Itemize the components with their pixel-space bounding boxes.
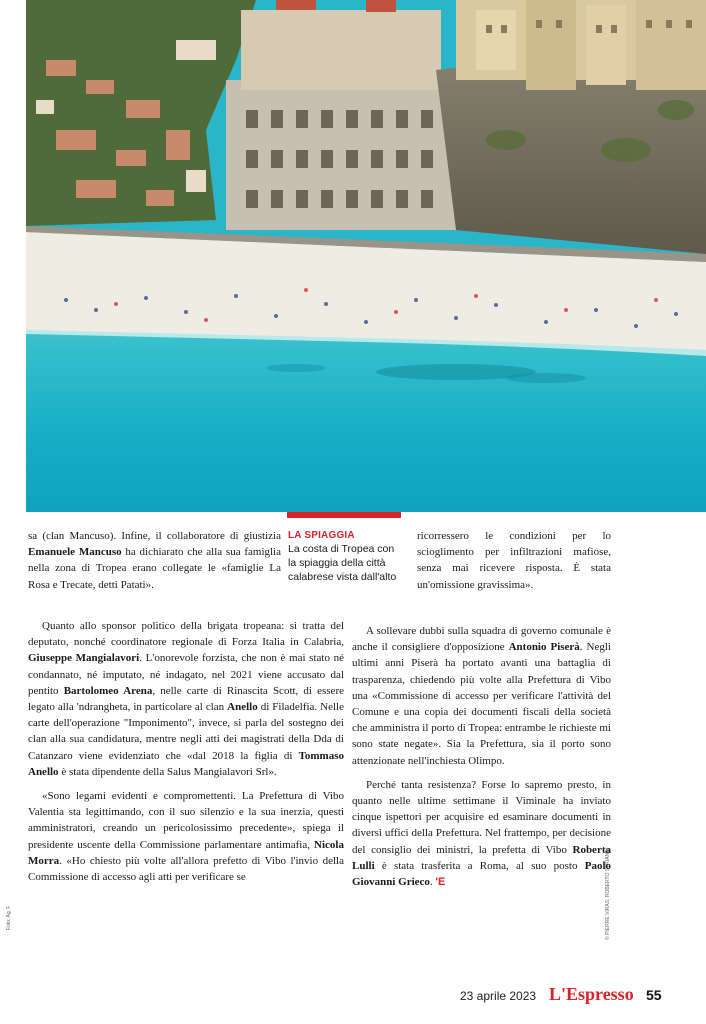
text-run: «Sono legami evidenti e compromettenti. La Prefettura di Vibo Valentia sta legittimando, con il suo silenzio e la sua inerzia, questi amministratori, creando un pericolosissimo precedente», spiega il presidente uscente della Commissione parlamentare antimafia,: [28, 790, 344, 851]
text-run: Perché tanta resistenza? Forse lo sapremo presto, in quanto nelle ultime settimane il Viminale ha inviato cinque ispettori per acquisire ed esaminare documenti in diversi uffici della Prefettura. Nel frattempo, per decisione del consiglio dei ministri, la prefetta di Vibo: [352, 778, 611, 856]
paragraph: [28, 788, 344, 885]
text-run: .: [429, 876, 433, 889]
person-name: Paolo Giovanni Grieco: [352, 859, 611, 889]
text-run: . «Ho chiesto più volte all'allora prefetto di Vibo l'invio della Commissione di accesso agli atti per verificare se: [28, 854, 344, 884]
page-footer: [0, 984, 706, 1008]
end-of-article-mark: 'E: [435, 876, 446, 889]
page-number: 55: [646, 987, 662, 1003]
text-run: A sollevare dubbi sulla squadra di governo comunale è anche il consigliere d'opposizione: [352, 625, 611, 654]
text-run: . L'onorevole forzista, che non è mai stato né condannato, né imputato, né indagato, nel 2021 viene accusato dal pentito: [28, 652, 345, 697]
caption-text: La costa di Tropea con la spiaggia della città calabrese vista dall'alto: [288, 543, 397, 583]
aerial-coast-illustration: [26, 0, 706, 512]
article-column-2-top: [417, 528, 611, 593]
text-run: di Filadelfia. Nelle carte dell'operazione "Imponimento", invece, si parla del sostegno dei clan alla sua candidatura, mentre negli atti dei magistrati della Dda di Catanzaro viene evidenziato che «dal 2018 la figlia di: [28, 701, 344, 762]
article-column-2: [352, 615, 611, 890]
issue-date: 23 aprile 2023: [460, 989, 537, 1003]
person-name: Nicola Morra: [28, 838, 344, 867]
paragraph: ricorressero le condizioni per lo scioglimento per infiltrazioni mafiose, senza mai ricevere risposta. È stata un'omissione gravissima».: [417, 530, 611, 591]
person-name: Anello: [227, 701, 258, 714]
text-run: . Negli ultimi anni Piserà ha portato avanti una battaglia di trasparenza, chiedendo più volte alla Prefettura di Vibo una «Commissione di accesso per verificare l'attività del Comune e una copia dei documenti fiscali della società che amministra il porto di Tropea: entrambe le richieste mi sono state negate». Sia la Prefettura, sia il porto sono attenzionate nell'inchiesta Olimpo.: [352, 641, 611, 767]
magazine-logo: L'Espresso: [549, 984, 634, 1004]
photo-credit-left: Foto: Ag. F: [6, 905, 12, 930]
article-column-1-top: [28, 528, 281, 593]
person-name: Emanuele Mancuso: [28, 546, 122, 559]
text-run: ha dichiarato che alla sua famiglia nella zona di Tropea erano collegate le «famiglie La Rosa e Trecate, detti Patati».: [28, 546, 281, 591]
text-run: è stata dipendente della Salus Mangialavori Srl».: [58, 765, 277, 778]
text-run: Quanto allo sponsor politico della brigata tropeana: si tratta del deputato, nonché coordinatore regionale di Forza Italia in Calabria,: [28, 620, 344, 649]
tropea-beach-photo: [26, 0, 706, 512]
caption-kicker: LA SPIAGGIA: [288, 530, 355, 541]
paragraph: [352, 777, 611, 890]
photo-caption: [288, 530, 400, 584]
person-name: Roberta Lulli: [352, 843, 611, 872]
person-name: Tommaso Anello: [28, 749, 344, 778]
text-run: , nelle carte di Rinascita Scott, di essere legato alla 'ndrangheta, in particolare al clan: [28, 684, 344, 714]
person-name: Antonio Piserà: [508, 641, 580, 654]
article-column-1: [28, 610, 344, 885]
text-run: è stata trasferita a Roma, al suo posto: [374, 859, 585, 872]
paragraph: [28, 528, 281, 593]
photo-credit-right: © PIERRE VIRAS, ROBERTO STRIANO: [605, 848, 611, 940]
caption-red-rule: [287, 512, 401, 518]
text-run: sa (clan Mancuso). Infine, il collaboratore di giustizia: [28, 530, 281, 542]
paragraph: [352, 623, 611, 769]
person-name: Bartolomeo Arena: [63, 684, 153, 697]
paragraph: [28, 618, 344, 780]
person-name: Giuseppe Mangialavori: [28, 652, 140, 665]
